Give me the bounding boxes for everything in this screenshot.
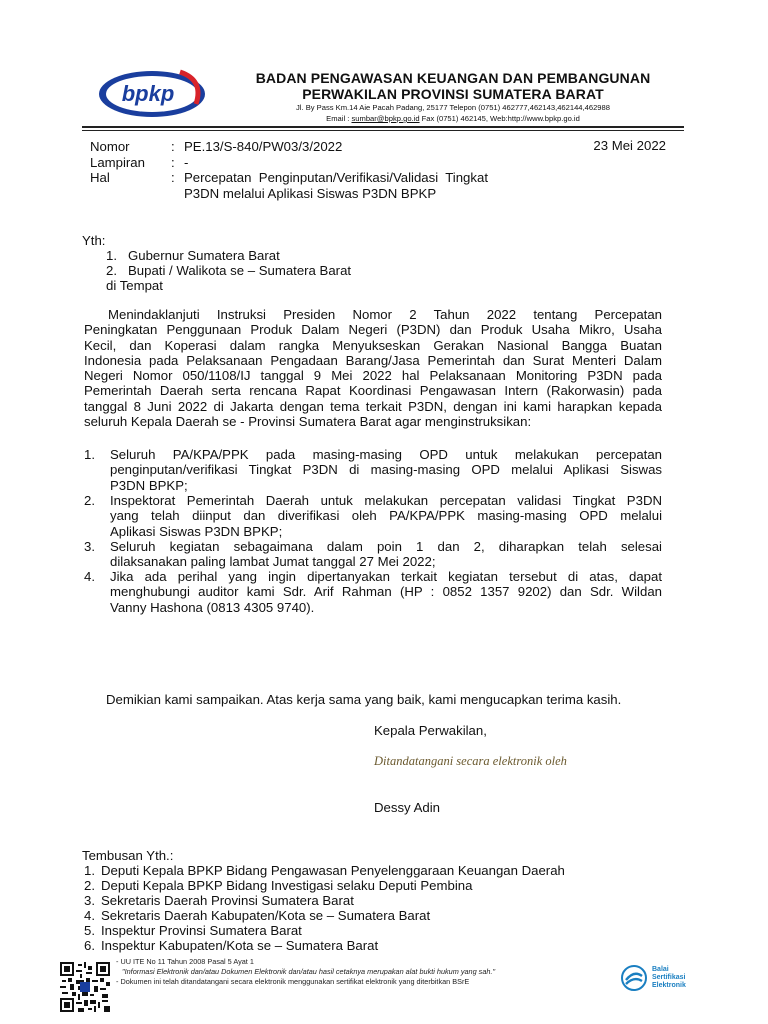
list-number: 3. xyxy=(84,539,95,554)
cc-item: Inspektur Provinsi Sumatera Barat xyxy=(101,923,302,938)
footer-line-1: - UU ITE No 11 Tahun 2008 Pasal 5 Ayat 1 xyxy=(116,957,254,966)
lampiran-value: - xyxy=(184,155,189,170)
footer-line-3: - Dokumen ini telah ditandatangani secara elektronik menggunakan sertifikat elektronik yang diterbitkan BSrE xyxy=(116,977,470,986)
cc-item: Sekretaris Daerah Provinsi Sumatera Barat xyxy=(101,893,354,908)
addressee-num: 1. xyxy=(106,248,117,263)
org-name: BADAN PENGAWASAN KEUANGAN DAN PEMBANGUNAN xyxy=(255,70,651,86)
logo-text: bpkp xyxy=(121,81,175,106)
signatory-title: Kepala Perwakilan, xyxy=(374,723,487,738)
lampiran-label: Lampiran xyxy=(90,155,145,170)
letter-date: 23 Mei 2022 xyxy=(593,138,666,153)
footer-legal-note xyxy=(116,957,606,987)
list-number: 2. xyxy=(84,493,95,508)
email-link[interactable]: sumbar@bpkp.go.id xyxy=(351,114,420,123)
header-rule xyxy=(82,126,684,128)
fax-web: Fax (0751) 462145, Web:http://www.bpkp.go.id xyxy=(419,114,580,123)
list-item: Inspektorat Pemerintah Daerah untuk melakukan percepatan validasi Tingkat P3DN yang telah diinput dan diverifikasi oleh PA/KPA/PPK masing-masing OPD melalui Aplikasi Siswas P3DN BPKP; xyxy=(110,493,662,539)
cc-num: 1. xyxy=(84,863,95,878)
colon: : xyxy=(171,170,175,185)
address-line: Jl. By Pass Km.14 Aie Pacah Padang, 25177 Telepon (0751) 462777,462143,462144,462988 xyxy=(296,103,610,112)
cc-item: Deputi Kepala BPKP Bidang Investigasi selaku Deputi Pembina xyxy=(101,878,473,893)
addressee-num: 2. xyxy=(106,263,117,278)
header-rule-thin xyxy=(82,130,684,131)
cc-num: 2. xyxy=(84,878,95,893)
yth-label: Yth: xyxy=(82,233,106,248)
addressee-item: Gubernur Sumatera Barat xyxy=(128,248,280,263)
signatory-name: Dessy Adin xyxy=(374,800,440,815)
cc-num: 3. xyxy=(84,893,95,908)
footer-line-2: "Informasi Elektronik dan/atau Dokumen Elektronik dan/atau hasil cetaknya merupakan alat bukti hukum yang sah." xyxy=(122,967,496,976)
closing-sentence: Demikian kami sampaikan. Atas kerja sama yang baik, kami mengucapkan terima kasih. xyxy=(106,692,622,707)
list-item: Seluruh kegiatan sebagaimana dalam poin 1 dan 2, diharapkan telah selesai dilaksanakan paling lambat Jumat tanggal 27 Mei 2022; xyxy=(110,539,662,570)
addressee-place: di Tempat xyxy=(106,278,163,293)
bpkp-logo xyxy=(96,68,208,120)
bsre-logo-icon xyxy=(620,964,648,992)
colon: : xyxy=(171,139,175,154)
cc-item: Sekretaris Daerah Kabupaten/Kota se – Sumatera Barat xyxy=(101,908,431,923)
org-branch: PERWAKILAN PROVINSI SUMATERA BARAT xyxy=(302,86,604,102)
hal-value-line2: P3DN melalui Aplikasi Siswas P3DN BPKP xyxy=(184,186,437,201)
nomor-value: PE.13/S-840/PW03/3/2022 xyxy=(184,139,343,154)
qr-code-icon xyxy=(60,962,110,1012)
list-item: Seluruh PA/KPA/PPK pada masing-masing OPD untuk melakukan percepatan penginputan/verifikasi Tingkat P3DN di masing-masing OPD melalui Aplikasi Siswas P3DN BPKP; xyxy=(110,447,662,493)
cc-item: Deputi Kepala BPKP Bidang Pengawasan Penyelenggaraan Keuangan Daerah xyxy=(101,863,565,878)
email-label: Email : xyxy=(326,114,352,123)
electronic-signature: Ditandatangani secara elektronik oleh xyxy=(374,754,567,768)
cc-num: 6. xyxy=(84,938,95,953)
addressee-item: Bupati / Walikota se – Sumatera Barat xyxy=(128,263,352,278)
bsre-label: Balai Sertifikasi Elektronik xyxy=(652,966,686,989)
hal-value-line1: Percepatan Penginputan/Verifikasi/Validasi Tingkat xyxy=(184,170,488,185)
intro-paragraph: Menindaklanjuti Instruksi Presiden Nomor 2 Tahun 2022 tentang Percepatan Peningkatan Penggunaan Produk Dalam Negeri (P3DN) dan Produk Usaha Mikro, Usaha Kecil, dan Koperasi dalam rangka Menyukseskan Gerakan Nasional Bangga Buatan Indonesia pada Pelaksanaan Pengadaan Barang/Jasa Pemerintah dan Surat Menteri Dalam Negeri Nomor 050/1108/IJ tanggal 9 Mei 2022 hal Pelaksanaan Monitoring P3DN pada Pemerintah Daerah serta rencana Rapat Koordinasi Pengawasan Intern (Rakorwasin) pada tanggal 8 Juni 2022 di Jakarta dengan tema terkait P3DN, dengan ini kami harapkan kepada seluruh Kepala Daerah se - Provinsi Sumatera Barat agar menginstruksikan: xyxy=(84,307,662,430)
list-number: 1. xyxy=(84,447,95,462)
nomor-label: Nomor xyxy=(90,139,130,154)
contact-line xyxy=(218,114,688,123)
cc-num: 4. xyxy=(84,908,95,923)
cc-item: Inspektur Kabupaten/Kota se – Sumatera Barat xyxy=(101,938,379,953)
list-number: 4. xyxy=(84,569,95,584)
cc-heading: Tembusan Yth.: xyxy=(82,848,174,863)
cc-num: 5. xyxy=(84,923,95,938)
colon: : xyxy=(171,155,175,170)
hal-label: Hal xyxy=(90,170,110,185)
list-item: Jika ada perihal yang ingin dipertanyakan terkait kegiatan tersebut di atas, dapat menghubungi auditor kami Sdr. Arif Rahman (HP : 0852 1357 9202) dan Sdr. Wildan Vanny Hashona (0813 4305 9740). xyxy=(110,569,662,615)
